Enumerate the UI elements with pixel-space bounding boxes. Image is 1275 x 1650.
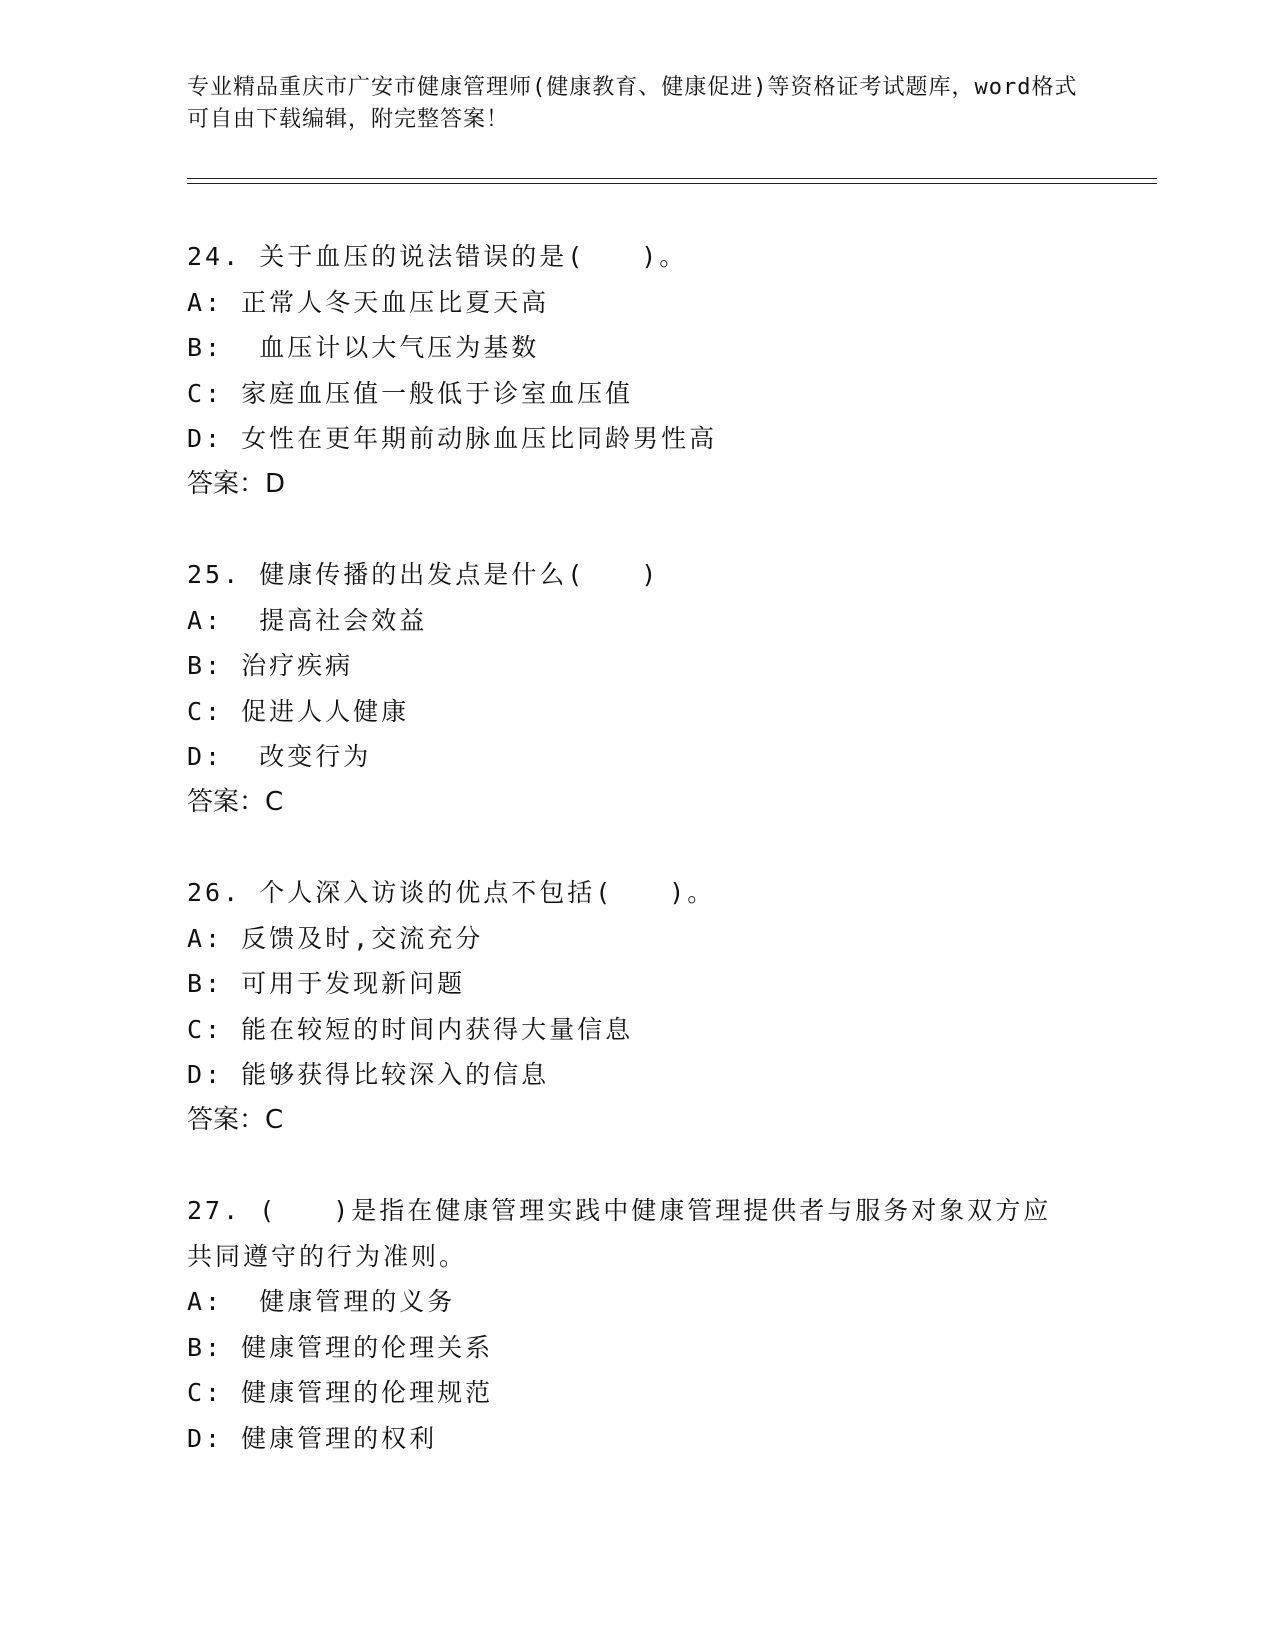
option-c: C: 促进人人健康 [187, 696, 410, 726]
option-a: A: 反馈及时,交流充分 [187, 923, 484, 953]
question-24 [187, 234, 1087, 507]
option-d: D: 女性在更年期前动脉血压比同龄男性高 [187, 424, 718, 453]
option-b: B: 血压计以大气压为基数 [187, 333, 540, 362]
option-c: C: 能在较短的时间内获得大量信息 [187, 1014, 634, 1044]
answer: 答案：D [187, 468, 286, 499]
question-stem: 24. 关于血压的说法错误的是( )。 [187, 242, 688, 271]
question-stem: 25. 健康传播的出发点是什么( ) [187, 560, 660, 589]
question-stem: 26. 个人深入访谈的优点不包括( )。 [187, 878, 716, 907]
question-25 [187, 552, 1087, 825]
option-c: C: 家庭血压值一般低于诊室血压值 [187, 378, 634, 408]
option-d: D: 能够获得比较深入的信息 [187, 1060, 550, 1089]
header-text: 专业精品重庆市广安市健康管理师(健康教育、健康促进)等资格证考试题库，word格式可自由下载编辑，附完整答案！ [187, 75, 1078, 132]
option-d: D: 健康管理的权利 [187, 1423, 438, 1453]
option-b: B: 可用于发现新问题 [187, 969, 466, 998]
answer: 答案：C [187, 786, 284, 817]
option-b: B: 治疗疾病 [187, 651, 354, 680]
option-b: B: 健康管理的伦理关系 [187, 1332, 494, 1362]
question-26 [187, 870, 1087, 1143]
option-a: A: 提高社会效益 [187, 605, 428, 635]
header-divider-top [187, 178, 1157, 179]
option-a: A: 健康管理的义务 [187, 1287, 456, 1316]
option-c: C: 健康管理的伦理规范 [187, 1378, 494, 1407]
option-d: D: 改变行为 [187, 742, 372, 771]
option-a: A: 正常人冬天血压比夏天高 [187, 287, 550, 317]
question-27 [187, 1188, 1087, 1461]
question-stem: 27. ( )是指在健康管理实践中健康管理提供者与服务对象双方应共同遵守的行为准则。 [187, 1196, 1052, 1271]
answer: 答案：C [187, 1104, 284, 1135]
header-divider-bottom [187, 183, 1157, 184]
document-header [187, 72, 1097, 136]
